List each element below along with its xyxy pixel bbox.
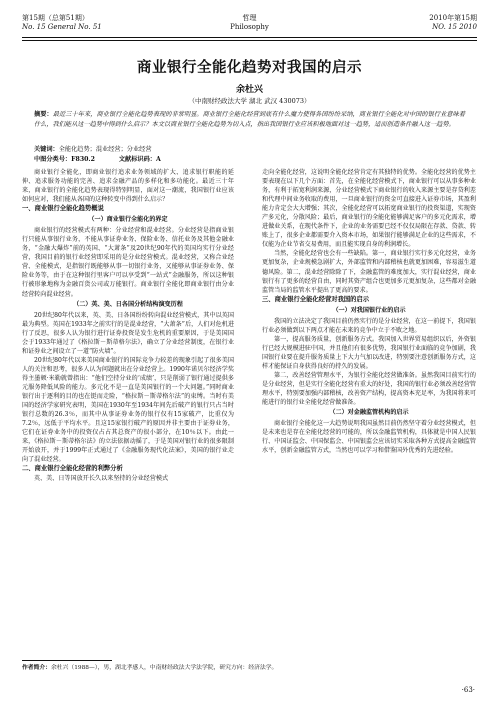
abstract-label: 摘要： bbox=[34, 111, 53, 118]
abstract bbox=[34, 110, 465, 129]
article-title: 商业银行全能化趋势对我国的启示 bbox=[137, 59, 362, 76]
header-rule-thin bbox=[22, 40, 477, 41]
keywords-text: 全能化趋势；混业经营；分业经营 bbox=[58, 146, 152, 153]
body-paragraph: 我国的立法决定了我国目前仍然实行的是分业经营，在这一前提下，我国银行业必须做到以下两点才能在未来的竞争中立于不败之地。 bbox=[262, 317, 476, 334]
subsection-heading: （一）对我国银行业的启示 bbox=[332, 306, 406, 314]
body-column-right bbox=[262, 168, 476, 455]
body-paragraph: 英、美、日等国放开长久以来坚持的分业经营模式 bbox=[34, 475, 169, 483]
author-affiliation: （中南财经政法大学 湖北 武汉 430073） bbox=[188, 97, 311, 105]
footnote-rule bbox=[22, 660, 112, 661]
body-paragraph: 商业银行的经营模式有两种：分业经营和混业经营。分业经营是指商业银行只能从事银行业务，不能从事证券业务、保险业务、信托业务及其他金融业务，“金融大爆炸”前的英国、“大萧条”及20世纪90年代的美国均实行分业经营，我国目前的银行业经营即采用的是分业经营模式。混业经营，又称合业经营、全能模式，是指银行既能够从事一切银行业务，又能够从事证券业务、保险业务等，由于在这种银行里客户可以享受到“一站式”金融服务，所以这种银行被形象地称为金融百货公司或万能银行。商业银行全能化即商业银行由分业经营转向混业经营。 bbox=[22, 227, 234, 298]
clc-label: 中图分类号： bbox=[34, 156, 72, 163]
header-date-en: NO. 15 2010 bbox=[432, 23, 477, 31]
header-journal-cn: 哲理 bbox=[242, 14, 257, 22]
body-column-left bbox=[22, 168, 234, 483]
section-heading: 一、商业银行全能化趋势概说 bbox=[22, 205, 104, 213]
keywords-label: 关键词： bbox=[34, 146, 59, 153]
doc-code-value: A bbox=[156, 156, 161, 163]
header-date-cn: 2010年第15期 bbox=[429, 14, 477, 22]
section-heading: 三、商业银行全能化经营对我国的启示 bbox=[262, 295, 370, 303]
body-paragraph: 商业银行全能化，即商业银行追求业务领域的扩大、追求银行职能的延伸、追求服务功能的完善、追求金融产品的多样化和多功能化。最近三十年来，商业银行的全能化趋势表现得特别明显，面对这一潮流，我国银行业应该如何应对，我们能从各国的这种转变中得到什么启示？ bbox=[22, 169, 234, 204]
abstract-text: 最近三十年来，商业银行全能化趋势表现的非常明显。商业银行全能化经营到底有什么魔力使得各国纷纷采纳，商业银行全能化对中国的银行业意味着什么，我们能从这一趋势中得到什么启示？本文以商业银行全能化趋势为切入点，指出我国银行业应该积极地面对这一趋势，适而创造条件融入这一趋势。 bbox=[34, 111, 466, 128]
footnote-label: 作者简介： bbox=[22, 665, 51, 671]
header-issue-cn: 第15期（总第51期） bbox=[22, 14, 89, 22]
body-paragraph: 商业银行全能化这一大趋势说明我国虽然目前仍然坚守着分业经营模式，但是未来也是存在全能化经营的可能的，所以金融监管机构，具体就是中国人民银行、中国证监会、中国保监会、中国银监会应该切实采取各种方式提高金融监管水平，创新金融监管方式，当然也可以学习和借鉴国外优秀的先进经验。 bbox=[262, 420, 476, 455]
body-paragraph: 第一，提高服务质量，创新服务方式。我国加入世界贸易组织以后，外资银行已经大规模进驻中国，并且他们有很多优势，我国银行业面临的竞争加剧，我国银行业要在提升服务质量上下大力气加以改进，特别要注意创新服务方式，这样才能保证自身获得良好的持久的发展。 bbox=[262, 335, 476, 370]
clc-group bbox=[34, 156, 95, 163]
header-rule-thick bbox=[22, 37, 477, 38]
body-paragraph: 当然，全能化经营也会有一些缺陷。第一，商业银行实行多元化经营，业务更加复杂，企业规模急剧扩大，外部监管和内部稽核也就更加困难，容易滋生道德风险。第二，混业经营除除了下，金融监管的难度加大，实行混业经营，商业银行有了更多的经营自由，同时其资产组合也更加多元更加复杂，这些都对金融监管当局的监管水平提出了更高的要求。 bbox=[262, 250, 476, 294]
page-number: ·63· bbox=[461, 686, 475, 694]
subsection-heading: （一）商业银行全能化的界定 bbox=[88, 216, 168, 224]
body-paragraph: 第二，改善经营管理水平，为银行全能化经营做准备。虽然我国目前实行的是分业经营，但是实行全能化经营有重大的好处，我国的银行业必须改善经营管理水平，特别要加强内部稽核，改善资产结构，提高资本充足率，为我国将来可能进行的银行业全能化经营做准备。 bbox=[262, 371, 476, 407]
header-issue-en: No. 15 General No. 51 bbox=[22, 23, 102, 31]
author-footnote bbox=[22, 664, 477, 672]
clc-value: F830.2 bbox=[71, 156, 95, 163]
body-paragraph: 20世纪80年代以来美国商业银行的国际竞争力较差的现象引起了很多美国人的关注和思考，很多人认为问题就出在分业经营上。1990年诺贝尔经济学奖得主墨顿·米勒就曾指出：“他们空持分业的‘成绩’，只是削弱了银行通过提供多元服务降低风险的能力。多元化不是一直是美国银行的一个大问题。”同时商业银行出于逐利的目的也在铤而走险，“格拉斯－斯蒂格尔法”的束缚。当时有美国的经济学家研究表明，美国在1930年至1934年间先后破产的银行只占当时银行总数的26.3％，而其中从事证券业务的银行仅有15家破产，比重仅为7.2％，远低于平均水平。且这15家银行破产的原因并非主要由于证券业务，它们在证券业务中的投资仅占占其总资产的很小部分，在10％以下。由此一来，《格拉斯－斯蒂格尔法》的立法依据动摇了，于是美国对银行业的很多限制开始放开，并于1999年正式通过了《金融服务现代化法案》，美国的银行业走向了混业经营。 bbox=[22, 356, 234, 464]
body-paragraph: 20世纪80年代以来，英、美、日各国纷纷转向混业经营模式，其中以英国最为典型。英国在1933年之前实行的是混业经营，“大萧条”后，人们对危机进行了反思，很多人认为银行进行证券投资是发生危机的重要原因，于是美国国会于1933年通过了《格拉斯－斯蒂格尔法》，确立了分业经营制度，在银行业和证券业之间设立了一道“防火墙”。 bbox=[22, 311, 234, 355]
header-date bbox=[429, 14, 477, 32]
header-journal-en: Philosophy bbox=[230, 23, 269, 31]
subsection-heading: （二）对金融监管机构的启示 bbox=[329, 409, 409, 417]
classification-line bbox=[34, 155, 465, 164]
section-heading: 二、商业银行全能化经营的利弊分析 bbox=[22, 465, 123, 473]
article-author: 余杜兴 bbox=[235, 85, 263, 95]
doc-group bbox=[119, 156, 161, 163]
doc-code-label: 文献标识码： bbox=[118, 156, 156, 163]
footnote-text: 余杜兴（1988—），男，湖北孝感人，中南财经政法大学法学院，研究方向：经济法学。 bbox=[51, 665, 278, 671]
body-paragraph: 走向全能化经营，这说明全能化经营肯定有其独特的优势。全能化经营的优势主要表现在以下几个方面：首先，在全能化经营模式下，商业银行可以从事多种业务，有利于拓宽利润来源，分业经营模式下商业银行的收入来源主要是存贷利差和代理中间业务收取的费用，一旦商业银行的资金可直接进入证券市场，其盈利能力肯定会大大增强；其次，全能化经营可以拓宽商业银行的投资渠道，实现资产多元化，分散风险；最后，商业银行的全能化能够满足客户的多元化需求，增进做业关系，在现代条件下，企业的业务需要已经不仅仅局限在存款、贷款、转账上了，很多企业都需要介入资本市场，如果银行能够满足企业的这些需求，不仅能为企业节省交易费用，而且能实现自身的利润增长。 bbox=[262, 169, 476, 249]
keywords bbox=[34, 145, 465, 154]
subsection-heading: （二）英、美、日各国分析结构演变历程 bbox=[73, 300, 183, 308]
header-journal bbox=[22, 14, 477, 32]
